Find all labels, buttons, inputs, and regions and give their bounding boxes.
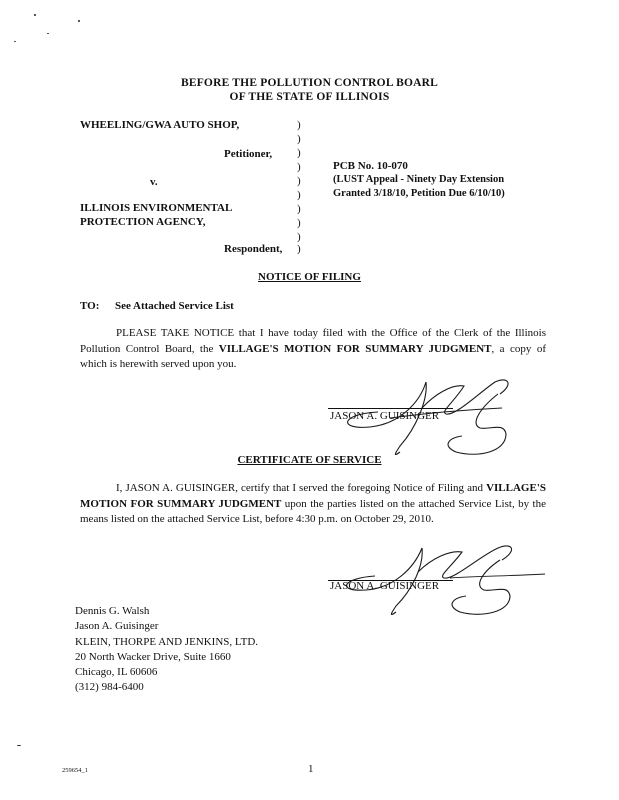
address-line: Chicago, IL 60606 — [75, 666, 158, 679]
certificate-body — [80, 481, 546, 528]
notice-body-motion: VILLAGE'S MOTION FOR SUMMARY JUDGMENT — [218, 342, 492, 355]
caption-paren: ) — [297, 147, 301, 159]
to-label: TO: — [80, 300, 100, 312]
scan-speck — [47, 33, 49, 34]
case-number: PCB No. 10-070 — [333, 160, 408, 172]
petitioner-name: WHEELING/GWA AUTO SHOP, — [80, 119, 240, 131]
caption-paren: ) — [297, 231, 301, 243]
address-block — [75, 604, 375, 696]
address-line: 20 North Wacker Drive, Suite 1660 — [75, 650, 231, 663]
certificate-body-text1: I, JASON A. GUISINGER, certify that I served the foregoing Notice of Filing and — [116, 482, 487, 494]
caption-paren: ) — [297, 189, 301, 201]
caption-paren: ) — [297, 203, 301, 215]
notice-body-text1: PLEASE TAKE NOTICE that I have today filed with the Office of the Clerk of the Illinois Pollution Control Board, the — [80, 327, 546, 355]
certificate-body-motion: VILLAGE'S MOTION FOR SUMMARY JUDGMENT — [80, 482, 546, 510]
petitioner-label: Petitioner, — [224, 148, 273, 160]
court-name-line2: OF THE STATE OF ILLINOIS — [229, 91, 390, 103]
document-id: 259654_1 — [62, 767, 88, 774]
caption-paren: ) — [297, 175, 301, 187]
notice-body — [80, 326, 546, 373]
address-line: Dennis G. Walsh — [75, 605, 150, 617]
notice-body-text2: , a copy of which is herewith served upon you. — [80, 342, 546, 370]
versus-label: v. — [150, 176, 158, 188]
address-line: (312) 984-6400 — [75, 681, 144, 694]
case-description-line1: (LUST Appeal - Ninety Day Extension — [333, 174, 505, 185]
address-line: Jason A. Guisinger — [75, 620, 159, 633]
respondent-label: Respondent, — [224, 243, 283, 255]
certificate-title: CERTIFICATE OF SERVICE — [237, 454, 382, 466]
court-name-line1: BEFORE THE POLLUTION CONTROL BOARL — [180, 77, 439, 89]
respondent-name-line2: PROTECTION AGENCY, — [80, 216, 206, 228]
respondent-name-line1: ILLINOIS ENVIRONMENTAL — [80, 202, 233, 214]
scan-speck — [34, 14, 36, 16]
certificate-body-text2: upon the parties listed on the attached Service List, by the means listed on the attached Service List, before 4:30 p.m. on October 29, 2010. — [80, 497, 546, 525]
case-description-line2: Granted 3/18/10, Petition Due 6/10/10) — [333, 188, 505, 199]
scan-speck — [78, 20, 80, 22]
scan-speck — [17, 745, 21, 746]
page-number: 1 — [308, 763, 314, 775]
caption-paren: ) — [297, 161, 301, 173]
signature-line-1 — [328, 408, 453, 409]
caption-paren: ) — [297, 243, 301, 255]
caption-paren: ) — [297, 133, 301, 145]
to-value: See Attached Service List — [115, 300, 234, 312]
notice-signer-name: JASON A. GUISINGER — [330, 410, 440, 422]
notice-title: NOTICE OF FILING — [258, 271, 361, 283]
address-line: KLEIN, THORPE AND JENKINS, LTD. — [75, 635, 259, 648]
caption-paren: ) — [297, 217, 301, 229]
caption-paren: ) — [297, 119, 301, 131]
scan-speck — [14, 41, 16, 42]
certificate-signer-name: JASON A. GUISINGER — [330, 580, 440, 592]
